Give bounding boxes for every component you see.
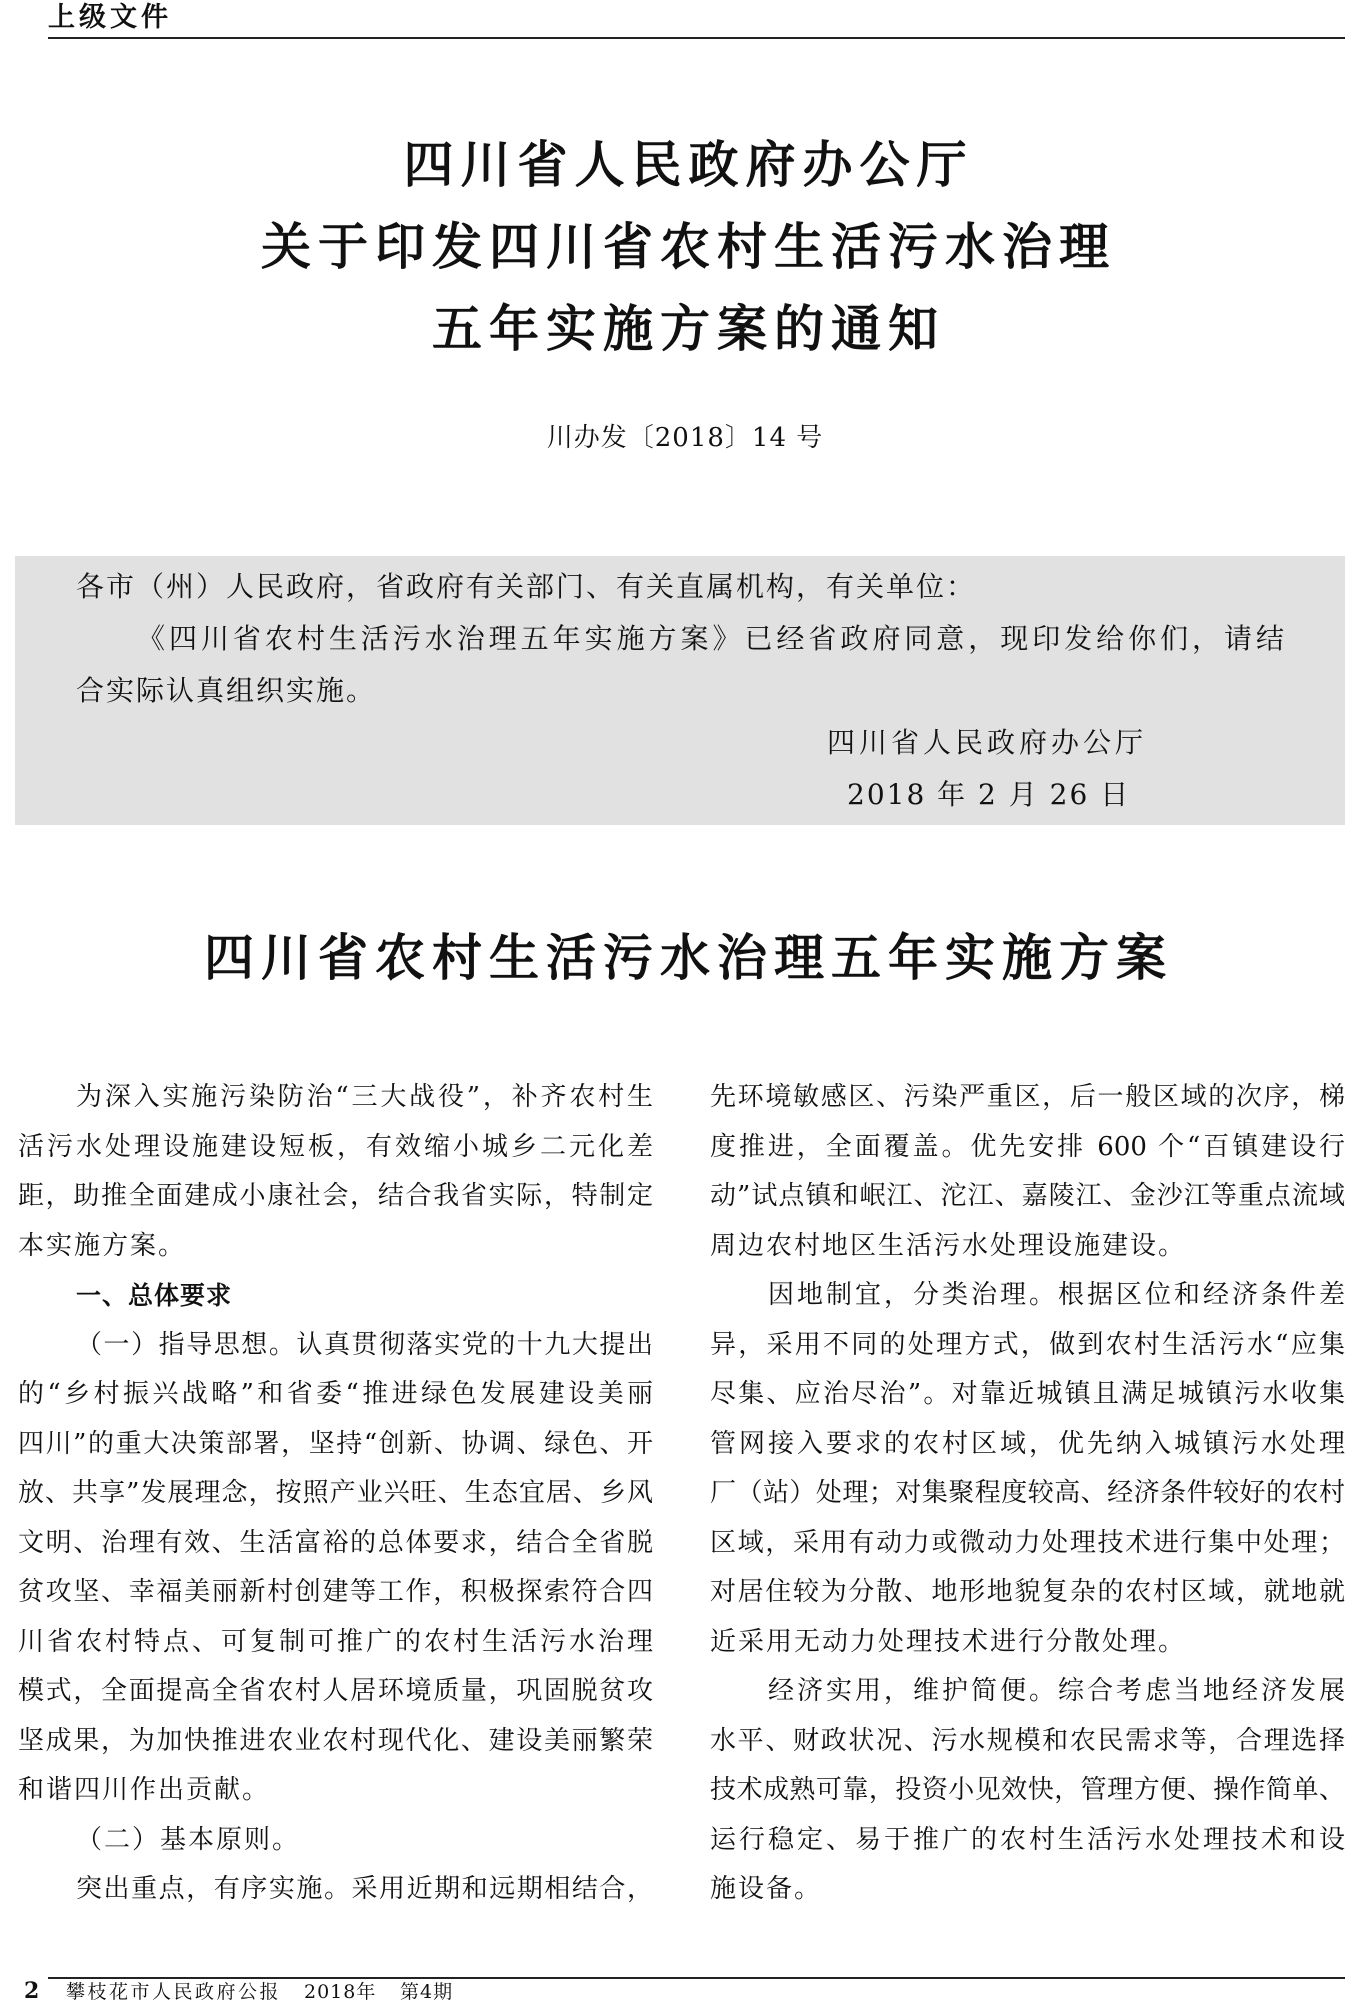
body-line: 和谐四川作出贡献。 [18, 1775, 271, 1805]
notice-salutation: 各市（州）人民政府，省政府有关部门、有关直属机构，有关单位： [76, 570, 977, 603]
body-line: 四川”的重大决策部署，坚持“创新、协调、绿色、开 [18, 1428, 653, 1459]
notice-title-line: 五年实施方案的通知 [432, 299, 945, 358]
body-line: 尽集、应治尽治”。对靠近城镇且满足城镇污水收集 [710, 1379, 1345, 1409]
header-rule [48, 37, 1345, 39]
body-line: 贫攻坚、幸福美丽新村创建等工作，积极探索符合四 [18, 1577, 653, 1607]
body-line: 动”试点镇和岷江、沱江、嘉陵江、金沙江等重点流域 [710, 1181, 1345, 1211]
plan-title: 四川省农村生活污水治理五年实施方案 [204, 928, 1173, 987]
body-line: 川省农村特点、可复制可推广的农村生活污水治理 [18, 1626, 653, 1657]
notice-date: 2018 年 2 月 26 日 [847, 778, 1131, 811]
body-line: 的“乡村振兴战略”和省委“推进绿色发展建设美丽 [18, 1379, 653, 1409]
body-line: 因地制宜，分类治理。根据区位和经济条件差 [768, 1280, 1345, 1310]
body-line: 施设备。 [710, 1874, 823, 1904]
right-column [710, 1073, 1345, 1915]
left-column [18, 1073, 653, 1915]
body-line: 近采用无动力处理技术进行分散处理。 [710, 1626, 1187, 1657]
body-line: 为深入实施污染防治“三大战役”，补齐农村生 [76, 1082, 653, 1112]
notice-body-line: 《四川省农村生活污水治理五年实施方案》已经省政府同意，现印发给你们，请结 [137, 622, 1284, 655]
body-line: 度推进，全面覆盖。优先安排 600 个“百镇建设行 [710, 1131, 1345, 1162]
body-line: 放、共享”发展理念，按照产业兴旺、生态宜居、乡风 [18, 1478, 653, 1508]
body-line: 经济实用，维护简便。综合考虑当地经济发展 [768, 1676, 1345, 1706]
notice-title-line: 四川省人民政府办公厅 [403, 135, 974, 194]
body-line: （一）指导思想。认真贯彻落实党的十九大提出 [76, 1329, 653, 1360]
running-header: 上级文件 [48, 2, 172, 33]
body-line: 距，助推全面建成小康社会，结合我省实际，特制定 [18, 1181, 653, 1211]
body-line: 文明、治理有效、生活富裕的总体要求，结合全省脱 [18, 1527, 653, 1558]
notice-title [0, 124, 1370, 370]
body-line: 管网接入要求的农村区域，优先纳入城镇污水处理 [710, 1428, 1345, 1459]
notice-box [15, 556, 1345, 825]
body-line: 异，采用不同的处理方式，做到农村生活污水“应集 [710, 1329, 1345, 1360]
footer-rule [48, 1977, 1345, 1979]
body-line: 厂（站）处理；对集聚程度较高、经济条件较好的农村 [710, 1478, 1345, 1508]
publication-name: 攀枝花市人民政府公报 [66, 1981, 282, 2003]
notice-issuer: 四川省人民政府办公厅 [827, 726, 1148, 759]
page-number: 2 [24, 1978, 40, 2004]
body-line: 坚成果，为加快推进农业农村现代化、建设美丽繁荣 [18, 1725, 653, 1756]
section-heading: 一、总体要求 [76, 1281, 233, 1310]
document-number: 川办发〔2018〕14 号 [546, 423, 824, 453]
body-line: 水平、财政状况、污水规模和农民需求等，合理选择 [710, 1725, 1345, 1756]
notice-body-line: 合实际认真组织实施。 [76, 674, 377, 707]
notice-title-line: 关于印发四川省农村生活污水治理 [261, 217, 1116, 276]
body-line: 本实施方案。 [18, 1230, 187, 1261]
body-line: 区域，采用有动力或微动力处理技术进行集中处理； [710, 1527, 1345, 1558]
body-line: 技术成熟可靠，投资小见效快，管理方便、操作简单、 [710, 1775, 1345, 1805]
body-line: 周边农村地区生活污水处理设施建设。 [710, 1230, 1187, 1261]
body-line: （二）基本原则。 [76, 1824, 301, 1855]
body-line: 活污水处理设施建设短板，有效缩小城乡二元化差 [18, 1131, 653, 1162]
body-line: 突出重点，有序实施。采用近期和远期相结合， [76, 1874, 653, 1904]
body-line: 运行稳定、易于推广的农村生活污水处理技术和设 [710, 1824, 1345, 1855]
body-line: 对居住较为分散、地形地貌复杂的农村区域，就地就 [710, 1577, 1345, 1607]
body-line: 先环境敏感区、污染严重区，后一般区域的次序，梯 [710, 1082, 1345, 1112]
body-line: 模式，全面提高全省农村人居环境质量，巩固脱贫攻 [18, 1676, 653, 1706]
publication-year: 2018年 [304, 1981, 377, 2003]
publication-issue: 第4期 [400, 1981, 454, 2003]
